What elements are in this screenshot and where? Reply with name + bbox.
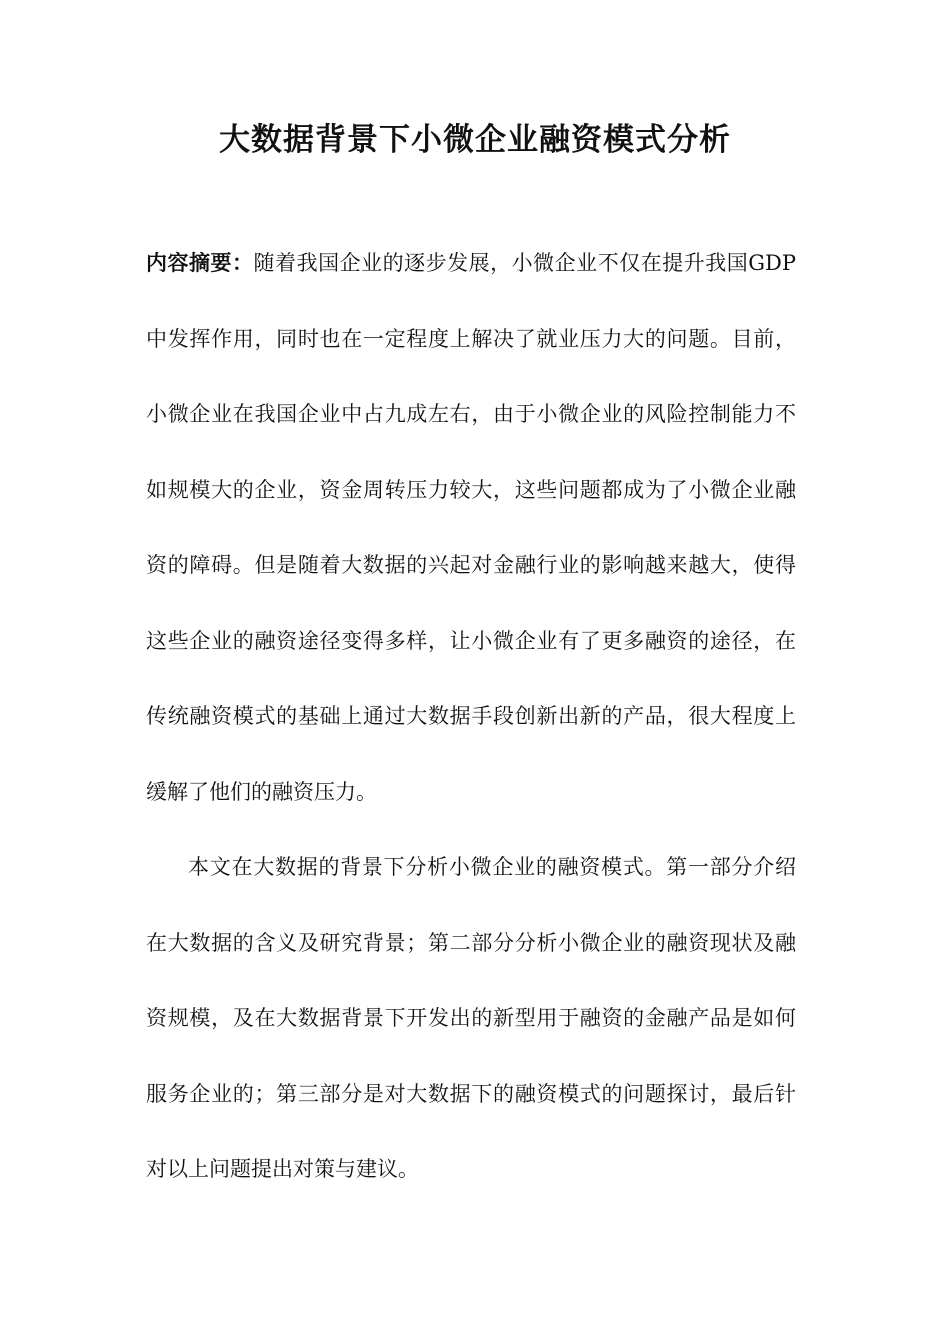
abstract-paragraph bbox=[146, 226, 796, 830]
document-body bbox=[146, 226, 796, 1208]
abstract-label: 内容摘要： bbox=[146, 251, 254, 275]
document-title: 大数据背景下小微企业融资模式分析 bbox=[219, 122, 731, 158]
structure-paragraph: 本文在大数据的背景下分析小微企业的融资模式。第一部分介绍在大数据的含义及研究背景；第二部分分析小微企业的融资现状及融资规模，及在大数据背景下开发出的新型用于融资的金融产品是如何服务企业的；第三部分是对大数据下的融资模式的问题探讨，最后针对以上问题提出对策与建议。 bbox=[146, 855, 796, 1181]
abstract-text: 随着我国企业的逐步发展，小微企业不仅在提升我国GDP中发挥作用，同时也在一定程度上解决了就业压力大的问题。目前，小微企业在我国企业中占九成左右，由于小微企业的风险控制能力不如规模大的企业，资金周转压力较大，这些问题都成为了小微企业融资的障碍。但是随着大数据的兴起对金融行业的影响越来越大，使得这些企业的融资途径变得多样，让小微企业有了更多融资的途径，在传统融资模式的基础上通过大数据手段创新出新的产品，很大程度上缓解了他们的融资压力。 bbox=[146, 251, 796, 804]
